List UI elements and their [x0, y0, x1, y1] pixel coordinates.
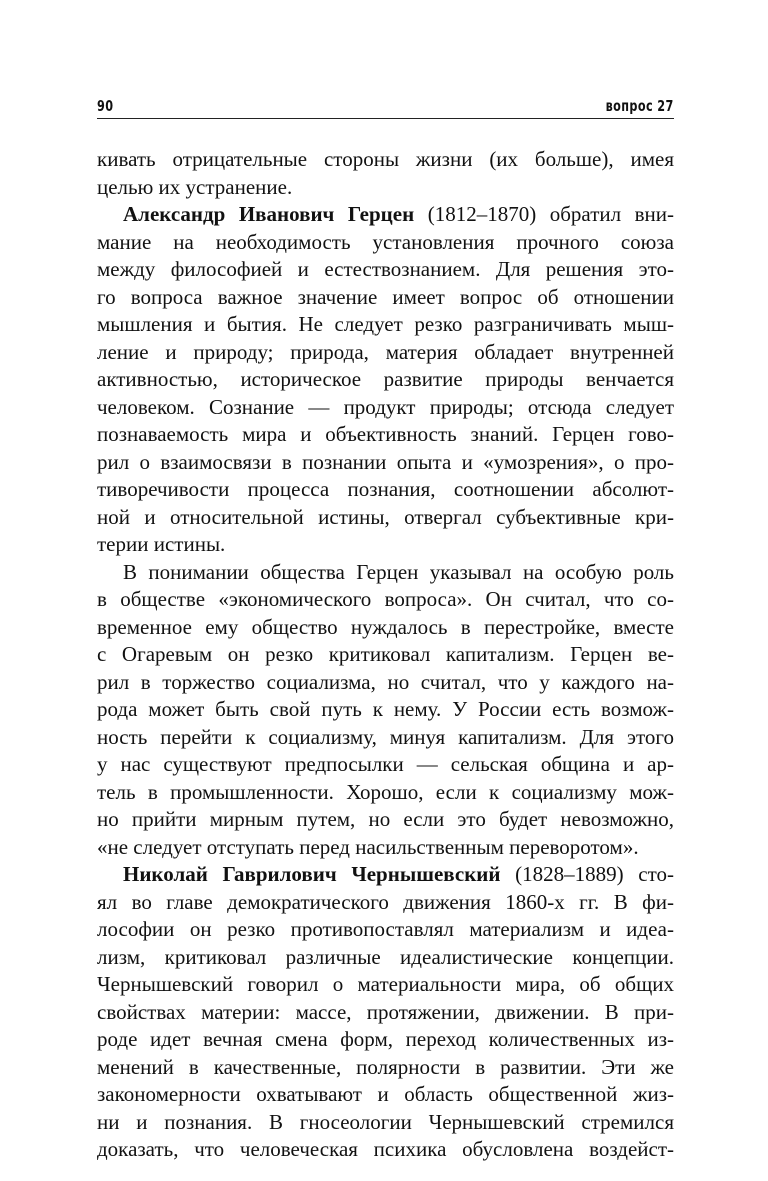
line-text: с Огаревым он резко критиковал капитализм. Герцен ве- [97, 642, 674, 666]
text-line [97, 586, 674, 614]
text-line [97, 284, 674, 312]
section-title: вопрос 27 [605, 97, 674, 115]
text-line [97, 696, 674, 724]
line-text: познаваемость мира и объективность знаний. Герцен гово- [97, 422, 674, 446]
line-text: мание на необходимость установления прочного союза [97, 229, 674, 254]
line-text: рил о взаимосвязи в познании опыта и «умозрения», о про- [97, 449, 674, 474]
text-line [97, 944, 674, 972]
line-text: лизм, критиковал различные идеалистические концепции. [97, 944, 674, 969]
text-line [97, 834, 674, 862]
text-line [97, 669, 674, 697]
text-line [97, 504, 674, 532]
line-text: но прийти мирным путем, но если это будет невозможно, [97, 807, 674, 831]
line-text: ность перейти к социализму, минуя капитализм. Для этого [97, 724, 674, 749]
line-text: ял во главе демократического движения 1860-х гг. В фи- [97, 889, 674, 914]
line-text: (1828–1889) сто- [500, 862, 675, 886]
text-line [97, 146, 674, 174]
text-line [97, 339, 674, 367]
line-text: (1812–1870) обратил вни- [414, 202, 675, 226]
text-line [97, 421, 674, 449]
header-rule [97, 118, 674, 119]
line-text: В понимании общества Герцен указывал на особую роль [123, 559, 674, 584]
text-line [97, 311, 674, 339]
line-text: «не следует отступать перед насильственным переворотом». [97, 834, 639, 859]
line-text: терии истины. [97, 532, 226, 556]
text-line [97, 256, 674, 284]
text-line [97, 229, 674, 257]
text-line [97, 889, 674, 917]
text-line [97, 366, 674, 394]
text-line [97, 559, 674, 587]
text-line [97, 449, 674, 477]
line-text: у нас существуют предпосылки — сельская община и ар- [97, 752, 674, 776]
text-line [97, 201, 674, 229]
line-text: рил в торжество социализма, но считал, что у каждого на- [97, 669, 674, 694]
text-line [97, 999, 674, 1027]
text-line [97, 861, 674, 889]
text-line [97, 531, 674, 559]
line-text: целью их устранение. [97, 174, 293, 199]
text-line [97, 1081, 674, 1109]
line-text: в обществе «экономического вопроса». Он считал, что со- [97, 587, 674, 611]
line-text: временное ему общество нуждалось в перестройке, вместе [97, 614, 674, 639]
line-text: лософии он резко противопоставлял материализм и идеа- [97, 917, 674, 941]
line-text: человеком. Сознание — продукт природы; отсюда следует [97, 394, 674, 419]
text-line [97, 779, 674, 807]
line-text: тиворечивости процесса познания, соотношении абсолют- [97, 477, 674, 501]
line-text: менений в качественные, полярности в развитии. Эти же [97, 1054, 674, 1079]
text-line [97, 476, 674, 504]
line-text: закономерности охватывают и область общественной жиз- [97, 1082, 674, 1106]
text-line [97, 1136, 674, 1164]
text-line [97, 1109, 674, 1137]
line-text: ной и относительной истины, отвергал субъективные кри- [97, 504, 674, 529]
line-text: Чернышевский говорил о материальности мира, об общих [97, 972, 674, 996]
line-text: кивать отрицательные стороны жизни (их больше), имея [97, 147, 674, 171]
line-text: го вопроса важное значение имеет вопрос об отношении [97, 284, 674, 309]
line-text: рода может быть свой путь к нему. У России есть возмож- [97, 697, 674, 721]
text-line [97, 806, 674, 834]
text-line [97, 174, 674, 202]
line-text: активностью, историческое развитие природы венчается [97, 367, 674, 391]
text-line [97, 614, 674, 642]
bold-name: Николай Гаврилович Чернышевский [123, 862, 501, 886]
text-line [97, 641, 674, 669]
running-header [97, 97, 674, 117]
text-line [97, 916, 674, 944]
text-line [97, 751, 674, 779]
text-line [97, 1026, 674, 1054]
text-line [97, 724, 674, 752]
text-line [97, 394, 674, 422]
body-text [97, 146, 674, 1164]
line-text: ление и природу; природа, материя обладает внутренней [97, 339, 674, 364]
line-text: тель в промышленности. Хорошо, если к социализму мож- [97, 779, 674, 804]
line-text: доказать, что человеческая психика обусловлена воздейст- [97, 1137, 674, 1161]
line-text: свойствах материи: массе, протяжении, движении. В при- [97, 999, 674, 1024]
text-line [97, 1054, 674, 1082]
text-line [97, 971, 674, 999]
page-number: 90 [97, 97, 114, 115]
line-text: роде идет вечная смена форм, переход количественных из- [97, 1027, 674, 1051]
line-text: ни и познания. В гносеологии Чернышевский стремился [97, 1109, 674, 1134]
bold-name: Александр Иванович Герцен [123, 202, 415, 226]
line-text: между философией и естествознанием. Для решения это- [97, 257, 674, 281]
line-text: мышления и бытия. Не следует резко разграничивать мыш- [97, 312, 674, 336]
